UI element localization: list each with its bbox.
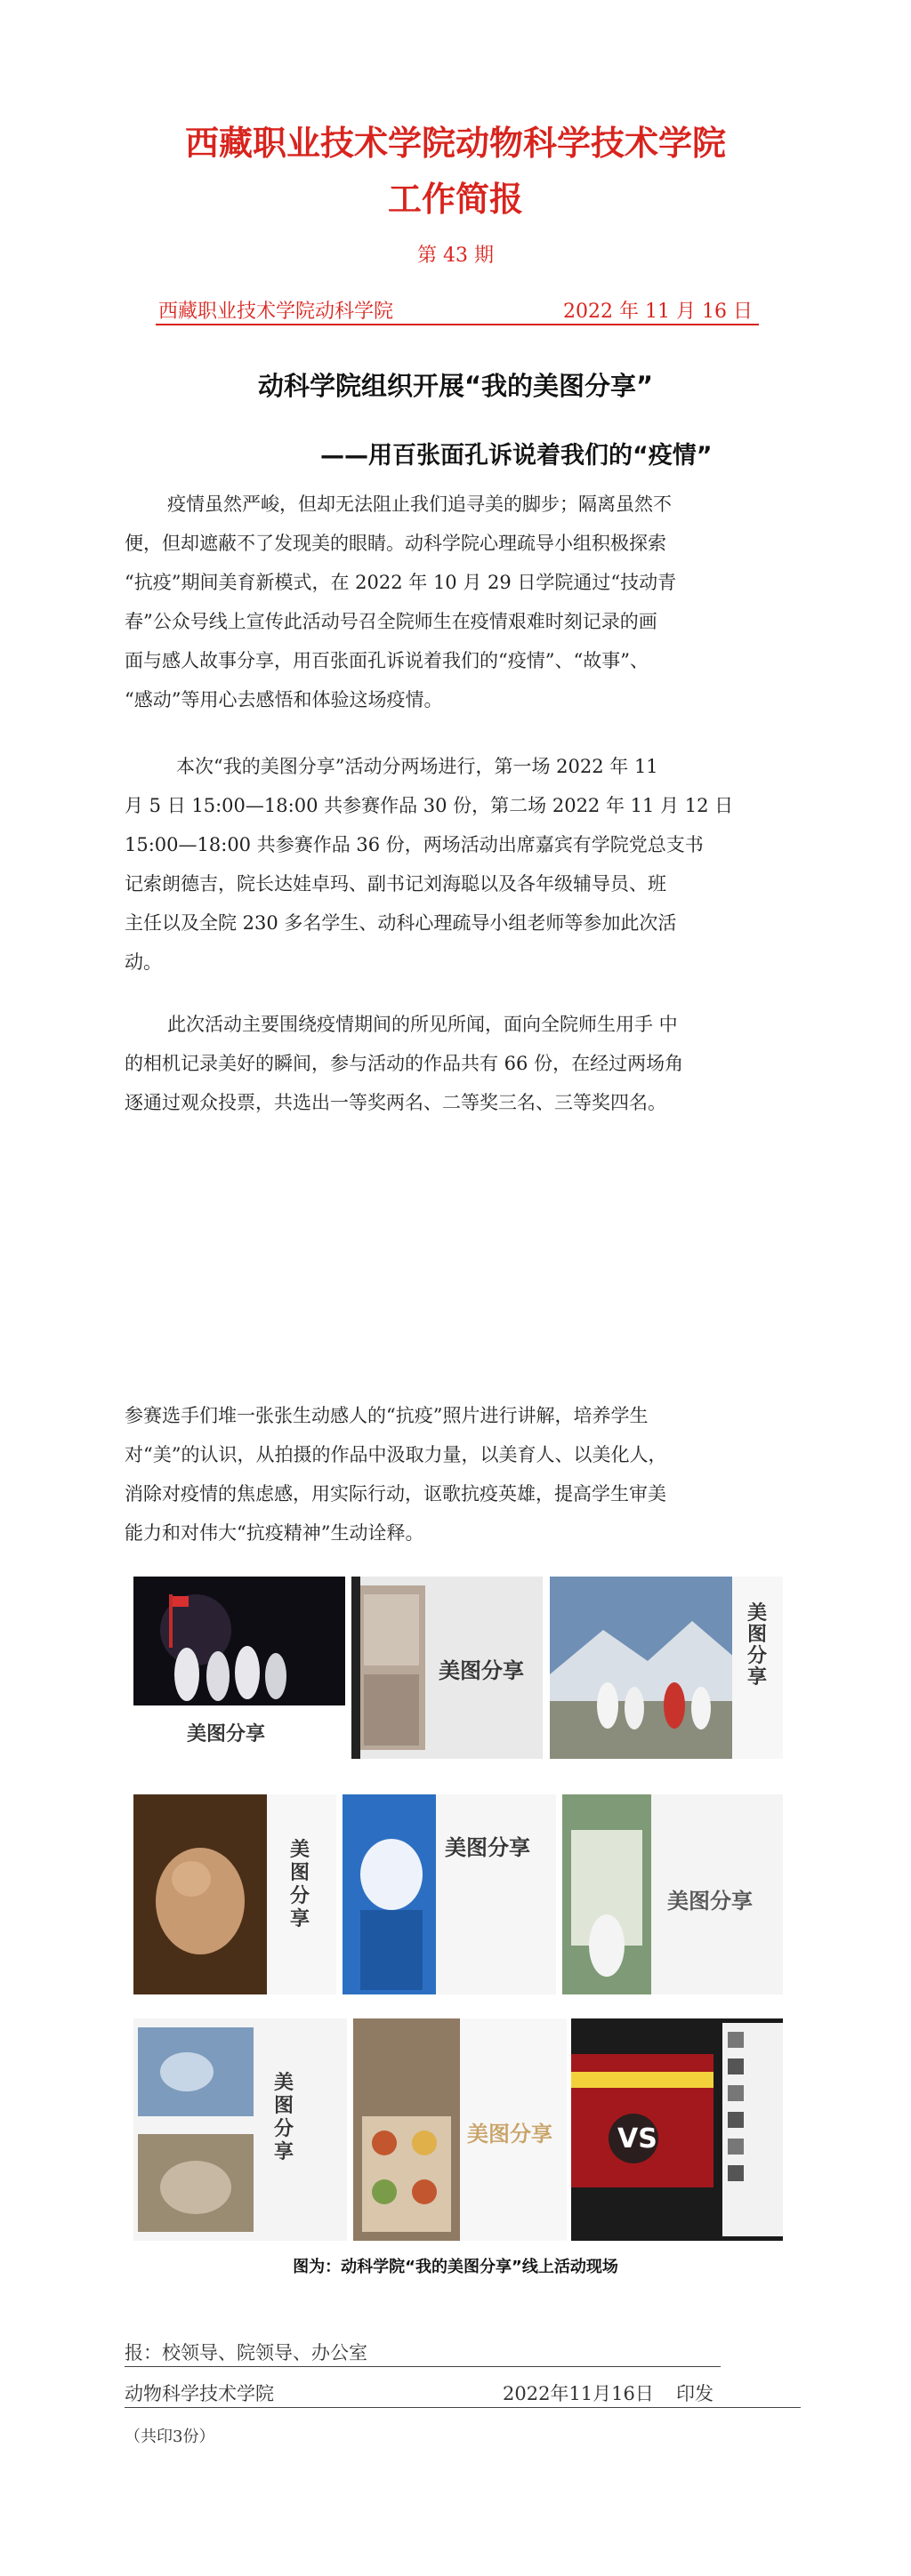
- text-line: 此次活动主要围绕疫情期间的所见所闻，面向全院师生用手 中: [167, 1014, 678, 1035]
- text-line: 消除对疫情的焦虑感，用实际行动，讴歌抗疫英雄，提高学生审美: [125, 1483, 666, 1505]
- slide-label-vertical: [290, 1839, 313, 1931]
- footer-divider: [125, 2407, 801, 2408]
- text-line: 的相机记录美好的瞬间，参与活动的作品共有 66 份，在经过两场角: [125, 1053, 684, 1074]
- article-subtitle: ——用百张面孔诉说着我们的“疫情”: [320, 442, 713, 469]
- slide-label: 美图分享: [187, 1723, 266, 1745]
- bulletin-title-line2: 工作简报: [387, 180, 523, 219]
- text-line: 15:00—18:00 共参赛作品 36 份，两场活动出席嘉宾有学院党总支书: [125, 834, 704, 855]
- issue-number: 第 43 期: [417, 245, 494, 267]
- slide-label-vertical: [274, 2072, 297, 2164]
- slide-label: 美图分享: [439, 1658, 524, 1683]
- red-divider: [156, 324, 759, 325]
- photo-meeting-screen-image: [571, 2018, 783, 2241]
- photo-meeting-screen: [571, 2018, 783, 2241]
- slide-label: 美图分享: [667, 1889, 753, 1914]
- bulletin-title-line1: 西藏职业技术学院动物科学技术学院: [184, 124, 726, 163]
- slide-char: 分: [274, 2118, 294, 2140]
- text-line: 记索朗德吉，院长达娃卓玛、副书记刘海聪以及各年级辅导员、班: [125, 873, 666, 895]
- text-line: 参赛选手们堆一张张生动感人的“抗疫”照片进行讲解，培养学生: [125, 1405, 649, 1426]
- slide-char: 图: [747, 1624, 768, 1646]
- slide-char: 享: [274, 2141, 294, 2163]
- text-line: 本次“我的美图分享”活动分两场进行，第一场 2022 年 11: [176, 756, 658, 777]
- footer-issuer: 动物科学技术学院: [125, 2383, 274, 2404]
- slide-label-vertical: [747, 1603, 770, 1689]
- vs-label: VS: [617, 2123, 657, 2155]
- slide-char: 享: [290, 1908, 310, 1930]
- article-paragraph-4: [125, 1396, 801, 1553]
- issue-date: 2022 年 11 月 16 日: [563, 301, 753, 323]
- text-line: 疫情虽然严峻，但却无法阻止我们追寻美的脚步；隔离虽然不: [167, 494, 672, 515]
- copies-note: （共印3份）: [125, 2428, 215, 2446]
- text-line: 便，但却遮蔽不了发现美的眼睛。动科学院心理疏导小组积极探索: [125, 533, 666, 554]
- slide-char: 美: [274, 2072, 294, 2094]
- photo-collage-nature-image: [133, 2018, 347, 2241]
- text-line: 面与感人故事分享，用百张面孔诉说着我们的“疫情”、“故事”、: [125, 650, 649, 671]
- slide-char: 享: [747, 1666, 768, 1689]
- photo-food-boxes: [353, 2018, 567, 2241]
- text-line: 对“美”的认识，从拍摄的作品中汲取力量，以美育人、以美化人，: [125, 1444, 667, 1465]
- text-line: 动。: [125, 951, 162, 973]
- article-paragraph-1: [125, 485, 801, 719]
- text-line: 能力和对伟大“抗疫精神”生动诠释。: [125, 1522, 424, 1544]
- text-line: 春”公众号线上宣传此活动号召全院师生在疫情艰难时刻记录的画: [125, 611, 657, 632]
- photo-worker-blue: [343, 1794, 556, 1994]
- report-recipients: 报：校领导、院领导、办公室: [125, 2342, 367, 2363]
- article-paragraph-2: [125, 747, 801, 982]
- slide-char: 图: [274, 2095, 294, 2117]
- slide-char: 图: [290, 1862, 310, 1884]
- photo-mountain-team: [550, 1577, 783, 1759]
- text-line: “抗疫”期间美育新模式，在 2022 年 10 月 29 日学院通过“技动青: [125, 572, 677, 593]
- slide-label: 美图分享: [467, 2122, 552, 2147]
- text-line: 主任以及全院 230 多名学生、动科心理疏导小组老师等参加此次活: [125, 912, 677, 934]
- slide-char: 分: [290, 1885, 310, 1907]
- photo-collage-nature: [133, 2018, 347, 2241]
- slide-char: 美: [747, 1602, 768, 1625]
- slide-char: 分: [747, 1645, 768, 1667]
- photo-hotel-room: [351, 1577, 543, 1759]
- footer-divider: [125, 2366, 721, 2367]
- footer-date: 2022年11月16日: [503, 2383, 654, 2404]
- photo-corridor: [562, 1794, 783, 1994]
- photo-night-workers: [133, 1577, 345, 1759]
- article-title: 动科学院组织开展“我的美图分享”: [257, 371, 654, 401]
- text-line: 月 5 日 15:00—18:00 共参赛作品 30 份，第二场 2022 年 11 月 12 日: [125, 795, 734, 816]
- article-paragraph-3: [125, 1005, 801, 1122]
- text-line: “感动”等用心去感悟和体验这场疫情。: [125, 689, 443, 710]
- photo-caption: 图为：动科学院“我的美图分享”线上活动现场: [293, 2258, 618, 2276]
- photo-worker-blue-image: [343, 1794, 556, 1994]
- slide-char: 美: [290, 1839, 310, 1861]
- issuing-org: 西藏职业技术学院动科学院: [158, 301, 394, 323]
- slide-label: 美图分享: [445, 1835, 530, 1860]
- text-line: 逐通过观众投票，共选出一等奖两名、二等奖三名、三等奖四名。: [125, 1092, 666, 1113]
- photo-sculpture: [133, 1794, 336, 1994]
- footer-action: 印发: [676, 2383, 713, 2404]
